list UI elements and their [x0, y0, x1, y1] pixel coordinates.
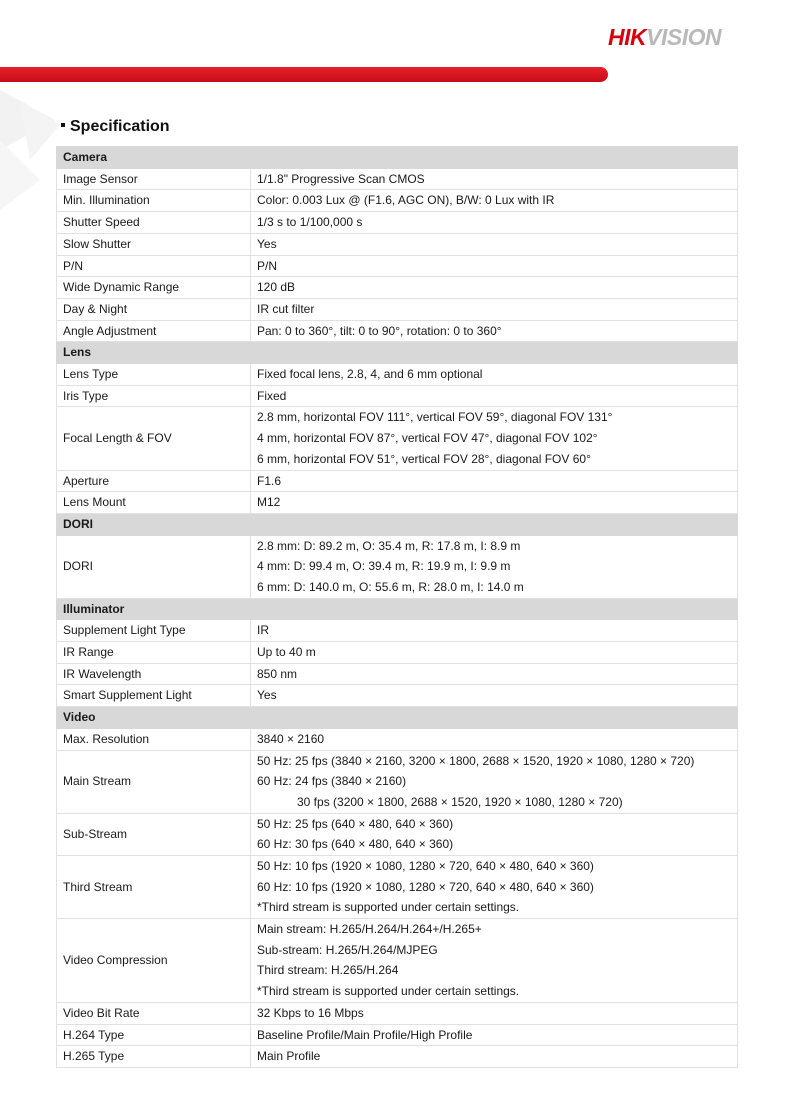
spec-value: F1.6 — [251, 470, 738, 492]
spec-value-line: 60 Hz: 30 fps (640 × 480, 640 × 360) — [257, 837, 454, 852]
spec-row — [57, 535, 738, 598]
spec-label: Min. Illumination — [57, 190, 251, 212]
spec-value-line: Sub-stream: H.265/H.264/MJPEG — [257, 942, 438, 957]
bullet-icon — [61, 123, 65, 127]
group-header-blank — [251, 598, 738, 620]
spec-row — [57, 750, 738, 813]
spec-value: IR — [251, 620, 738, 642]
spec-value-line: Third stream: H.265/H.264 — [257, 963, 399, 978]
spec-label: Main Stream — [57, 750, 251, 813]
spec-row — [57, 385, 738, 407]
spec-value: Yes — [251, 685, 738, 707]
spec-value: IR cut filter — [251, 298, 738, 320]
spec-value — [251, 813, 738, 855]
hikvision-logo — [608, 22, 758, 52]
spec-row — [57, 233, 738, 255]
spec-value: Baseline Profile/Main Profile/High Profile — [251, 1024, 738, 1046]
spec-value-line: 60 Hz: 10 fps (1920 × 1080, 1280 × 720, 640 × 480, 640 × 360) — [257, 879, 594, 894]
spec-value: 120 dB — [251, 277, 738, 299]
logo-red-text: HIK — [608, 24, 647, 50]
spec-value-line: 60 Hz: 24 fps (3840 × 2160) — [257, 774, 407, 789]
spec-row — [57, 298, 738, 320]
group-header: DORI — [57, 513, 251, 535]
group-header: Illuminator — [57, 598, 251, 620]
spec-label: Video Bit Rate — [57, 1002, 251, 1024]
spec-label: P/N — [57, 255, 251, 277]
spec-row — [57, 277, 738, 299]
spec-row — [57, 255, 738, 277]
spec-row — [57, 919, 738, 1003]
spec-label: Image Sensor — [57, 168, 251, 190]
group-header: Video — [57, 707, 251, 729]
spec-label: Supplement Light Type — [57, 620, 251, 642]
spec-row — [57, 1046, 738, 1068]
logo-gray-text: VISION — [646, 24, 722, 50]
spec-value: Color: 0.003 Lux @ (F1.6, AGC ON), B/W: 0 Lux with IR — [251, 190, 738, 212]
spec-label: Smart Supplement Light — [57, 685, 251, 707]
group-header-blank — [251, 513, 738, 535]
spec-label: Third Stream — [57, 856, 251, 919]
spec-label: Aperture — [57, 470, 251, 492]
spec-label: Focal Length & FOV — [57, 407, 251, 470]
spec-row — [57, 642, 738, 664]
spec-value: 32 Kbps to 16 Mbps — [251, 1002, 738, 1024]
spec-value: Main Profile — [251, 1046, 738, 1068]
section-title-text: Specification — [70, 118, 170, 135]
spec-row — [57, 168, 738, 190]
spec-row — [57, 320, 738, 342]
spec-value-line: *Third stream is supported under certain settings. — [257, 900, 520, 915]
spec-value — [251, 407, 738, 470]
group-header-blank — [251, 707, 738, 729]
spec-value — [251, 919, 738, 1003]
spec-label: Angle Adjustment — [57, 320, 251, 342]
spec-value-line: 6 mm, horizontal FOV 51°, vertical FOV 28°, diagonal FOV 60° — [257, 451, 591, 466]
spec-label: Slow Shutter — [57, 233, 251, 255]
spec-value: Fixed — [251, 385, 738, 407]
group-header: Lens — [57, 342, 251, 364]
spec-label: Max. Resolution — [57, 728, 251, 750]
group-header-row — [57, 147, 738, 169]
group-header-row — [57, 598, 738, 620]
spec-value: P/N — [251, 255, 738, 277]
spec-value-line: 50 Hz: 25 fps (640 × 480, 640 × 360) — [257, 816, 454, 831]
spec-value: Pan: 0 to 360°, tilt: 0 to 90°, rotation: 0 to 360° — [251, 320, 738, 342]
spec-label: Video Compression — [57, 919, 251, 1003]
group-header-blank — [251, 147, 738, 169]
spec-row — [57, 663, 738, 685]
spec-row — [57, 1024, 738, 1046]
spec-row — [57, 1002, 738, 1024]
group-header-row — [57, 513, 738, 535]
spec-label: H.264 Type — [57, 1024, 251, 1046]
spec-label: H.265 Type — [57, 1046, 251, 1068]
group-header-blank — [251, 342, 738, 364]
spec-label: DORI — [57, 535, 251, 598]
spec-table — [56, 146, 738, 1068]
spec-value: Fixed focal lens, 2.8, 4, and 6 mm optional — [251, 364, 738, 386]
spec-value — [251, 856, 738, 919]
spec-row — [57, 856, 738, 919]
spec-value: Yes — [251, 233, 738, 255]
spec-label: Sub-Stream — [57, 813, 251, 855]
spec-row — [57, 407, 738, 470]
spec-value-line: 50 Hz: 10 fps (1920 × 1080, 1280 × 720, 640 × 480, 640 × 360) — [257, 859, 594, 874]
spec-row — [57, 470, 738, 492]
spec-row — [57, 212, 738, 234]
spec-row — [57, 685, 738, 707]
spec-value-line: 2.8 mm, horizontal FOV 111°, vertical FOV 59°, diagonal FOV 131° — [257, 410, 613, 425]
spec-label: Lens Type — [57, 364, 251, 386]
spec-value: 3840 × 2160 — [251, 728, 738, 750]
spec-label: Lens Mount — [57, 492, 251, 514]
spec-row — [57, 813, 738, 855]
spec-row — [57, 620, 738, 642]
group-header-row — [57, 707, 738, 729]
spec-label: Wide Dynamic Range — [57, 277, 251, 299]
spec-value-line: 4 mm, horizontal FOV 87°, vertical FOV 47°, diagonal FOV 102° — [257, 431, 598, 446]
spec-row — [57, 492, 738, 514]
spec-value-line: 4 mm: D: 99.4 m, O: 39.4 m, R: 19.9 m, I: 9.9 m — [257, 559, 511, 574]
spec-row — [57, 728, 738, 750]
group-header: Camera — [57, 147, 251, 169]
spec-label: Day & Night — [57, 298, 251, 320]
header-red-bar — [0, 67, 608, 82]
spec-value — [251, 535, 738, 598]
spec-value: 850 nm — [251, 663, 738, 685]
spec-value-line: *Third stream is supported under certain settings. — [257, 984, 520, 999]
spec-label: Shutter Speed — [57, 212, 251, 234]
section-title — [61, 118, 170, 136]
spec-row — [57, 364, 738, 386]
spec-value: Up to 40 m — [251, 642, 738, 664]
spec-label: IR Wavelength — [57, 663, 251, 685]
spec-value: 1/3 s to 1/100,000 s — [251, 212, 738, 234]
spec-value — [251, 750, 738, 813]
spec-value-line: 50 Hz: 25 fps (3840 × 2160, 3200 × 1800, 2688 × 1520, 1920 × 1080, 1280 × 720) — [257, 753, 695, 768]
spec-value-line: 30 fps (3200 × 1800, 2688 × 1520, 1920 × 1080, 1280 × 720) — [297, 794, 623, 809]
spec-label: IR Range — [57, 642, 251, 664]
spec-value-line: 6 mm: D: 140.0 m, O: 55.6 m, R: 28.0 m, I: 14.0 m — [257, 579, 524, 594]
spec-value: M12 — [251, 492, 738, 514]
group-header-row — [57, 342, 738, 364]
spec-value-line: Main stream: H.265/H.264/H.264+/H.265+ — [257, 922, 482, 937]
spec-value: 1/1.8" Progressive Scan CMOS — [251, 168, 738, 190]
spec-row — [57, 190, 738, 212]
spec-label: Iris Type — [57, 385, 251, 407]
spec-value-line: 2.8 mm: D: 89.2 m, O: 35.4 m, R: 17.8 m, I: 8.9 m — [257, 538, 521, 553]
